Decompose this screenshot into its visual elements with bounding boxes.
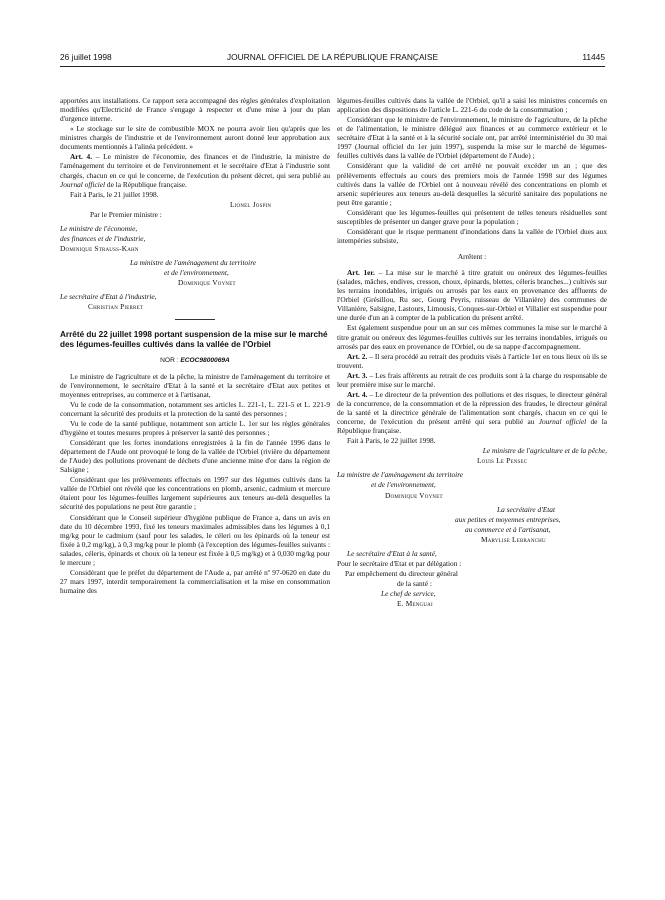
signatory-name: E. Menguai: [397, 599, 433, 609]
signatory-title: et de l'environnement,: [371, 480, 436, 490]
signature-line: Pour le secrétaire d'Etat et par délégation :: [337, 558, 462, 568]
paragraph: Vu le code de la consommation, notamment ses articles L. 221-1, L. 221-5 et L. 221-9 concernant la sécurité des produits et la protection de la santé des personnes ;: [60, 399, 330, 418]
paragraph: Considérant que le préfet du département de l'Aude a, par arrêté nº 97-0620 en date du 27 mars 1997, interdit temporairement la commercialisation et la mise en consommation humaine des: [60, 567, 330, 595]
signatory-name: Dominique Strauss-Kahn: [60, 243, 139, 253]
paragraph: apportées aux installations. Ce rapport sera accompagné des règles générales d'exploitation modifiées qu'Electricité de France s'engage à respecter et d'une mise à jour du plan d'urgence interne.: [60, 96, 330, 124]
header-page-number: 11445: [582, 52, 605, 62]
paragraph: Considérant que le risque permanent d'inondations dans la vallée de l'Orbiel dues aux intempéries subsiste,: [337, 226, 607, 245]
paragraph: Vu le code de la santé publique, notamment son article L. 1er sur les règles générales d'hygiène et toutes mesures propres à préserver la santé des personnes ;: [60, 418, 330, 437]
signature-date: Fait à Paris, le 21 juillet 1998.: [70, 189, 159, 199]
paragraph: Considérant que le ministre de l'environnement, le ministre de l'agriculture, de la pêche et de l'alimentation, le ministre délégué aux finances et au commerce extérieur et le secrétaire d'Etat à la santé et à la sécurité sociale ont, par arrêté interministériel du 30 mai 1997 (Journal officiel du 1er juin 1997), suspendu la mise sur le marché de légumes-feuilles cultivés dans la vallée de l'Orbiel (département de l'Aude) ;: [337, 115, 607, 161]
signatory-title: aux petites et moyennes entreprises,: [455, 514, 561, 524]
right-column: [337, 96, 607, 609]
paragraph: Le ministre de l'agriculture et de la pêche, la ministre de l'aménagement du territoire et de l'environnement, le secrétaire d'Etat à la santé et la secrétaire d'Etat aux petites et moyennes entreprises, au commerce et à l'artisanat,: [60, 371, 330, 399]
paragraph: Considérant que les prélèvements effectués en 1997 sur des légumes cultivés dans la vallée de l'Orbiel ont révélé que les concentrations en plomb, arsenic, cadmium et mercure étaient pour les légumes-feuilles largement supérieures aux teneurs au-delà desquelles la sécurité des populations ne peut être garantie ;: [60, 475, 330, 512]
signatory-title: La ministre de l'aménagement du territoire: [337, 470, 464, 480]
article-label: Art. 2.: [347, 351, 368, 361]
signatory-title: La secrétaire d'Etat: [497, 504, 556, 514]
article-2: Art. 2. – Il sera procédé au retrait des produits visés à l'article 1er en tous lieux où ils se trouvent.: [337, 351, 607, 370]
signatory-title: au commerce et à l'artisanat,: [465, 524, 551, 534]
section-divider: [175, 319, 215, 320]
signatory-name: Lionel Jospin: [230, 199, 272, 209]
signatory-name: Dominique Voynet: [385, 490, 443, 500]
signatory-name: Dominique Voynet: [178, 278, 236, 288]
signature-date: Fait à Paris, le 22 juillet 1998.: [347, 436, 436, 446]
article-label: Art. 1er.: [347, 268, 375, 278]
article-4: Art. 4. – Le directeur de la prévention des pollutions et des risques, le directeur général de la concurrence, de la consommation et de la répression des fraudes, le directeur général de la santé et la directrice générale de l'alimentation sont chargés, chacun en ce qui le concerne, de l'exécution du présent arrêté qui sera publié au Journal officiel de la République française.: [337, 389, 608, 436]
signatory-name: Christian Pierret: [88, 302, 144, 312]
header-journal-title: JOURNAL OFFICIEL DE LA RÉPUBLIQUE FRANÇAISE: [226, 52, 439, 62]
arrete-title: Arrêté du 22 juillet 1998 portant suspension de la mise sur le marché des légumes-feuilles cultivés dans la vallée de l'Orbiel: [60, 330, 328, 349]
signatory-title: Le secrétaire d'Etat à l'industrie,: [60, 292, 157, 302]
article-3: Art. 3. – Les frais afférents au retrait de ces produits sont à la charge du responsable de leur première mise sur le marché.: [337, 370, 607, 389]
paragraph: « Le stockage sur le site de combustible MOX ne pourra avoir lieu qu'après que les ministres chargés de l'industrie et de l'environnement auront donné leur approbation aux documents mentionnés à l'alinéa précédent. »: [60, 124, 330, 152]
paragraph: Considérant que la validité de cet arrêté ne pouvait excéder un an ; que des prélèvements effectués au cours des premiers mois de l'année 1998 sur des légumes cultivés dans la vallée de l'Orbiel ont à nouveau révélé des concentrations en plomb et arsenic supérieures aux teneurs au-delà desquelles la sécurité sanitaire des populations ne peut être garantie ;: [337, 161, 607, 207]
signature-line: Par le Premier ministre :: [90, 209, 162, 219]
left-column: [60, 96, 330, 596]
signatory-title: Le ministre de l'agriculture et de la pêche,: [482, 446, 607, 456]
signatory-name: Louis Le Pensec: [477, 456, 528, 466]
article-label: Art. 4.: [70, 152, 93, 162]
nor-reference: NOR : ECOC9800069A: [160, 356, 230, 364]
signatory-title: Le secrétaire d'Etat à la santé,: [347, 548, 437, 558]
article-label: Art. 3.: [347, 370, 368, 380]
article-4-decree: Art. 4. – Le ministre de l'économie, des finances et de l'industrie, la ministre de l'aménagement du territoire et de l'environnement et le secrétaire d'Etat à l'industrie sont chargés, chacun en ce qui le concerne, de l'exécution du présent décret, qui sera publié au Journal officiel de la République française.: [60, 152, 330, 189]
header-date: 26 juillet 1998: [60, 52, 112, 62]
signatory-title: La ministre de l'aménagement du territoire: [130, 258, 257, 267]
article-1: Art. 1er. – La mise sur le marché à titre gratuit ou onéreux des légumes-feuilles (salades, mâches, endives, cresson, choux, épinards, blettes, céleris branches...) cultivés sur les terrains inondables, irrigués ou arrosés par les eaux en provenance des affluents de l'Orbiel (Grésillou, Ru sec, Gourg Peyris, ruisseau de Villanière) des communes de Villanière, Salsigne, Lastours, Limousis, Conques-sur-Orbiel et Villalier est suspendue pour une durée d'un an à compter de la publication du présent arrêté.: [337, 268, 607, 323]
paragraph: Est également suspendue pour un an sur ces mêmes communes la mise sur le marché à titre gratuit ou onéreux des légumes-feuilles cultivés sur les terrains inondables, irrigués ou arrosés par des eaux en provenance de l'Orbiel, ou de sa nappe d'accompagnement.: [337, 323, 607, 351]
signatory-name: Marylise Lebranchu: [481, 534, 546, 544]
signature-line: Par empêchement du directeur général: [345, 568, 458, 578]
signatory-title: Le chef de service,: [381, 589, 436, 599]
signature-line: de la santé :: [397, 579, 432, 588]
paragraph: Considérant que le Conseil supérieur d'hygiène publique de France a, dans un avis en date du 10 décembre 1993, fixé les teneurs maximales admissibles dans les légumes à 0,1 mg/kg pour le cadmium (sauf pour les salades, le céleri ou les épinards où la teneur est fixée à 0,2 mg/kg), à 0,3 mg/kg pour le plomb (à l'exception des légumes-feuilles suivants : salades, céleris, épinards et choux où la teneur est fixée à 0,5 mg/kg) et à 0,030 mg/kg pour le mercure ;: [60, 512, 330, 567]
arretent-heading: Arrêtent :: [457, 252, 487, 261]
header-rule: [60, 66, 605, 67]
article-label: Art. 4.: [347, 389, 368, 399]
signatory-title: Le ministre de l'économie,: [60, 223, 138, 233]
paragraph: Considérant que les fortes inondations enregistrées à la fin de l'année 1996 dans le département de l'Aude ont provoqué le long de la vallée de l'Orbiel (rivière du département de l'Aude) des pollutions provenant de déchets d'une ancienne mine d'or dans la région de Salsigne ;: [60, 438, 330, 475]
signatory-title: des finances et de l'industrie,: [60, 233, 146, 243]
signatory-title: et de l'environnement,: [164, 268, 229, 278]
page-header: [60, 52, 605, 66]
paragraph: Considérant que les légumes-feuilles qui présentent de telles teneurs résiduelles sont susceptibles de présenter un danger grave pour la population ;: [337, 207, 607, 226]
paragraph: légumes-feuilles cultivés dans la vallée de l'Orbiel, qu'il a saisi les ministres concernés en application des dispositions de l'article L. 221-6 du code de la consommation ;: [337, 96, 607, 115]
